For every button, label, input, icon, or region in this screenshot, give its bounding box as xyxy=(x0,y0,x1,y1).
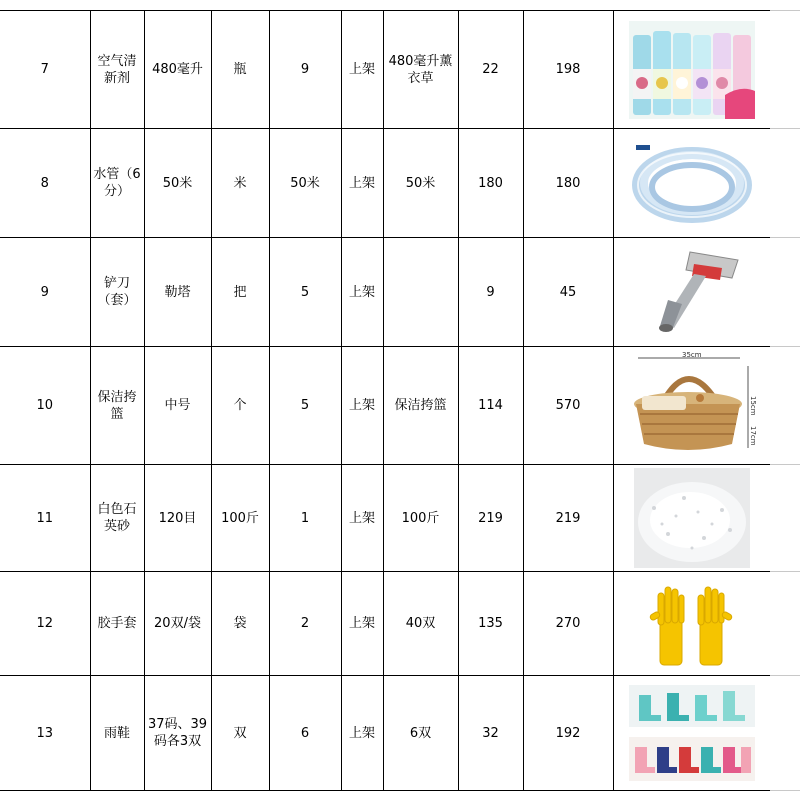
cell-note[interactable]: 40双 xyxy=(383,572,458,676)
cell-unit[interactable]: 袋 xyxy=(211,572,269,676)
cell-status[interactable]: 上架 xyxy=(341,347,383,465)
cell-unit[interactable]: 瓶 xyxy=(211,11,269,129)
table-row xyxy=(0,676,800,791)
cell-empty xyxy=(770,238,800,347)
cell-total[interactable]: 180 xyxy=(523,129,613,238)
cell-empty xyxy=(770,572,800,676)
basket-width-label: 35cm xyxy=(681,351,702,359)
cell-price[interactable]: 9 xyxy=(458,238,523,347)
cell-name[interactable]: 铲刀（套） xyxy=(90,238,144,347)
table-row xyxy=(0,572,800,676)
cell-spec[interactable]: 120目 xyxy=(144,465,211,572)
cell-image[interactable] xyxy=(613,572,770,676)
cell-total[interactable]: 570 xyxy=(523,347,613,465)
cell-empty xyxy=(770,347,800,465)
cell-price[interactable]: 32 xyxy=(458,676,523,791)
cell-status[interactable]: 上架 xyxy=(341,676,383,791)
cell-qty[interactable]: 5 xyxy=(269,347,341,465)
cell-empty xyxy=(770,676,800,791)
cell-name[interactable]: 水管（6分） xyxy=(90,129,144,238)
cell-qty[interactable]: 1 xyxy=(269,465,341,572)
cell-spec[interactable]: 20双/袋 xyxy=(144,572,211,676)
cell-qty[interactable]: 2 xyxy=(269,572,341,676)
cell-price[interactable]: 114 xyxy=(458,347,523,465)
cell-note[interactable]: 50米 xyxy=(383,129,458,238)
cell-spec[interactable]: 中号 xyxy=(144,347,211,465)
table-row xyxy=(0,129,800,238)
cell-total[interactable]: 192 xyxy=(523,676,613,791)
cell-note[interactable]: 100斤 xyxy=(383,465,458,572)
cell-spec[interactable]: 37码、39码各3双 xyxy=(144,676,211,791)
cell-qty[interactable]: 50米 xyxy=(269,129,341,238)
product-table xyxy=(0,10,800,791)
cell-status[interactable]: 上架 xyxy=(341,11,383,129)
basket-photo xyxy=(622,352,762,460)
cell-unit[interactable]: 米 xyxy=(211,129,269,238)
cell-price[interactable]: 22 xyxy=(458,11,523,129)
cell-spec[interactable]: 50米 xyxy=(144,129,211,238)
cell-image[interactable] xyxy=(613,129,770,238)
cell-image[interactable] xyxy=(613,465,770,572)
cell-no[interactable]: 8 xyxy=(0,129,90,238)
scraper-photo xyxy=(642,246,742,338)
cell-note[interactable]: 6双 xyxy=(383,676,458,791)
cell-image[interactable] xyxy=(613,238,770,347)
cell-name[interactable]: 胶手套 xyxy=(90,572,144,676)
table-row xyxy=(0,347,800,465)
cell-price[interactable]: 180 xyxy=(458,129,523,238)
spreadsheet xyxy=(0,10,800,791)
cell-no[interactable]: 13 xyxy=(0,676,90,791)
cell-no[interactable]: 12 xyxy=(0,572,90,676)
cell-empty xyxy=(770,11,800,129)
cell-status[interactable]: 上架 xyxy=(341,465,383,572)
cell-name[interactable]: 白色石英砂 xyxy=(90,465,144,572)
cell-empty xyxy=(770,465,800,572)
cell-empty xyxy=(770,129,800,238)
cell-total[interactable]: 198 xyxy=(523,11,613,129)
cell-qty[interactable]: 9 xyxy=(269,11,341,129)
cell-name[interactable]: 保洁挎篮 xyxy=(90,347,144,465)
cell-status[interactable]: 上架 xyxy=(341,238,383,347)
water-hose-photo xyxy=(632,139,752,227)
rain-boots-photo xyxy=(629,685,755,781)
table-row xyxy=(0,238,800,347)
cell-no[interactable]: 11 xyxy=(0,465,90,572)
cell-image[interactable] xyxy=(613,347,770,465)
cell-note[interactable]: 保洁挎篮 xyxy=(383,347,458,465)
cell-total[interactable]: 270 xyxy=(523,572,613,676)
rubber-gloves-photo xyxy=(642,579,742,669)
table-row xyxy=(0,465,800,572)
cell-qty[interactable]: 5 xyxy=(269,238,341,347)
cell-no[interactable]: 10 xyxy=(0,347,90,465)
basket-height-label-2: 17cm xyxy=(748,425,757,446)
air-freshener-photo xyxy=(629,21,755,119)
cell-no[interactable]: 7 xyxy=(0,11,90,129)
cell-total[interactable]: 45 xyxy=(523,238,613,347)
cell-status[interactable]: 上架 xyxy=(341,572,383,676)
cell-spec[interactable]: 勒塔 xyxy=(144,238,211,347)
cell-unit[interactable]: 100斤 xyxy=(211,465,269,572)
cell-status[interactable]: 上架 xyxy=(341,129,383,238)
cell-unit[interactable]: 个 xyxy=(211,347,269,465)
basket-height-label-1: 15cm xyxy=(748,395,757,416)
cell-unit[interactable]: 双 xyxy=(211,676,269,791)
cell-image[interactable] xyxy=(613,11,770,129)
cell-note[interactable]: 480毫升薰衣草 xyxy=(383,11,458,129)
cell-price[interactable]: 219 xyxy=(458,465,523,572)
cell-spec[interactable]: 480毫升 xyxy=(144,11,211,129)
quartz-sand-photo xyxy=(634,468,750,568)
table-row xyxy=(0,11,800,129)
cell-no[interactable]: 9 xyxy=(0,238,90,347)
cell-unit[interactable]: 把 xyxy=(211,238,269,347)
cell-image[interactable] xyxy=(613,676,770,791)
cell-name[interactable]: 雨鞋 xyxy=(90,676,144,791)
cell-price[interactable]: 135 xyxy=(458,572,523,676)
cell-name[interactable]: 空气清新剂 xyxy=(90,11,144,129)
cell-qty[interactable]: 6 xyxy=(269,676,341,791)
cell-note[interactable] xyxy=(383,238,458,347)
cell-total[interactable]: 219 xyxy=(523,465,613,572)
